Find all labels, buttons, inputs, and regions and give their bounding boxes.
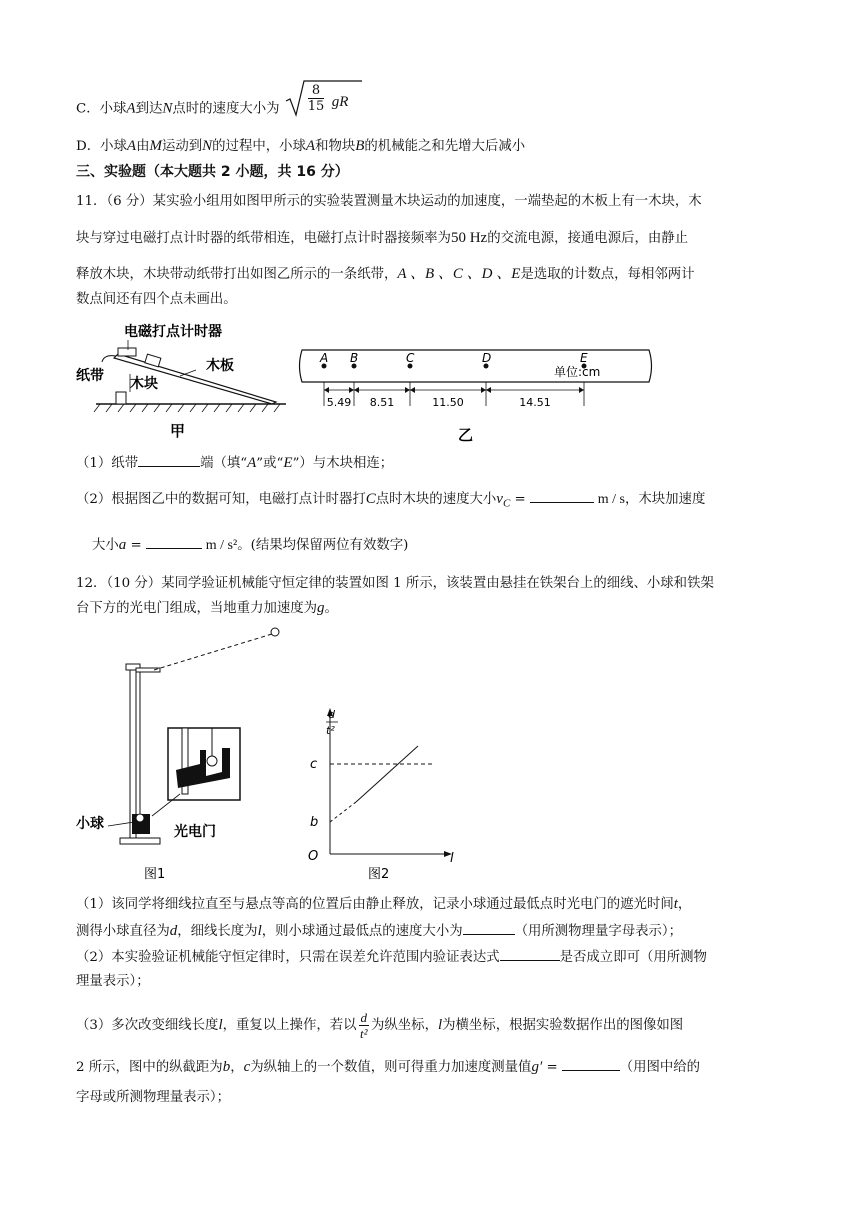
text: 。(结果均保留两位有效数字) xyxy=(237,538,409,553)
figure-2 xyxy=(300,702,480,882)
var-l: l xyxy=(257,923,262,939)
arrowhead xyxy=(405,387,410,393)
answer-blank[interactable] xyxy=(463,920,515,935)
text: 点时的速度大小为 xyxy=(172,101,280,117)
stand-base xyxy=(120,838,160,844)
text: ，细线长度为 xyxy=(177,924,258,939)
caption-fig1: 图1 xyxy=(144,867,166,882)
text: 的过程中，小球 xyxy=(212,139,306,154)
text: 。 xyxy=(324,601,338,616)
q12-line2 xyxy=(76,598,338,619)
text: 2 所示，图中的纵截距为 xyxy=(76,1060,223,1075)
answer-blank[interactable] xyxy=(500,946,560,961)
var-a: a xyxy=(118,537,127,553)
text: 和物块 xyxy=(315,139,356,154)
caption-jia: 甲 xyxy=(170,422,186,438)
var-m: M xyxy=(149,138,162,154)
frac-num: d xyxy=(360,1010,368,1025)
var-gr: gR xyxy=(331,94,349,110)
text: ”或“ xyxy=(256,456,284,471)
answer-blank[interactable] xyxy=(562,1056,620,1071)
tape-point-label: D xyxy=(482,351,492,365)
answer-blank[interactable] xyxy=(146,534,202,549)
label-tape: 纸带 xyxy=(76,368,104,384)
text: 大小 xyxy=(92,538,119,553)
text: 块与穿过电磁打点计时器的纸带相连，电磁打点计时器接频率为 xyxy=(76,231,451,246)
distance-label: 8.51 xyxy=(369,396,395,409)
arrowhead xyxy=(481,387,486,393)
stand-pole xyxy=(130,664,136,838)
frequency: 50 Hz xyxy=(450,230,488,246)
frac-den: t² xyxy=(360,1026,368,1041)
text: 释放木块，木块带动纸带打出如图乙所示的一条纸带， xyxy=(76,267,398,282)
text: 点时木块的速度大小 xyxy=(375,492,497,507)
text: 由 xyxy=(136,139,150,154)
tape-point-label: C xyxy=(406,351,415,365)
data-line xyxy=(356,746,418,802)
text: （用图中给的 xyxy=(619,1060,701,1075)
figure-1 xyxy=(72,624,292,884)
q12-sub2-line1 xyxy=(76,946,707,968)
label-origin: O xyxy=(308,849,319,864)
q12-sub3-line3: 字母或所测物理量表示）； xyxy=(76,1090,230,1105)
q12-sub2-line2: 理量表示）； xyxy=(76,974,150,989)
y-label-den: t² xyxy=(326,724,335,737)
ball-raised xyxy=(271,628,279,636)
var-c: C xyxy=(365,491,376,507)
text: ，则小球通过最低点的速度大小为 xyxy=(261,924,463,939)
text: D．小球 xyxy=(76,139,127,154)
tape-point-label: E xyxy=(580,351,588,365)
q11-sub2 xyxy=(76,488,705,514)
y-label-num: d xyxy=(328,708,335,721)
option-c xyxy=(76,83,364,129)
point-list: A 、B 、C 、D 、E xyxy=(397,266,521,282)
var-a: A xyxy=(247,455,257,471)
arrowhead xyxy=(579,387,584,393)
text: 测得小球直径为 xyxy=(76,924,170,939)
distance-label: 5.49 xyxy=(326,396,352,409)
text: 到达 xyxy=(135,101,163,117)
tape-point-label: A xyxy=(320,351,329,365)
var-b: b xyxy=(222,1059,231,1075)
ball xyxy=(136,814,144,822)
var-n: N xyxy=(202,138,213,154)
caption-yi: 乙 xyxy=(458,426,474,444)
equals: = xyxy=(510,492,526,507)
answer-blank[interactable] xyxy=(138,452,200,467)
var-n: N xyxy=(162,100,173,117)
var-e: E xyxy=(283,455,293,471)
text: C．小球 xyxy=(76,101,127,117)
tape xyxy=(102,356,116,362)
q11-line1: 11．（6 分）某实验小组用如图甲所示的实验装置测量木块运动的加速度，一端垫起的木板上有一木块，木 xyxy=(76,194,702,209)
label-b: b xyxy=(310,815,319,830)
fraction-d-t2 xyxy=(359,1010,370,1041)
text: ， xyxy=(677,897,692,912)
option-d xyxy=(76,136,525,157)
arrowhead xyxy=(324,387,329,393)
q11-sub1 xyxy=(76,452,393,474)
arrowhead xyxy=(410,387,415,393)
text: 为纵轴上的一个数值，则可得重力加速度测量值 xyxy=(250,1060,532,1075)
line-extrapolated xyxy=(330,802,356,822)
var-l: l xyxy=(437,1017,443,1033)
equals: = xyxy=(126,538,142,553)
q11-line2 xyxy=(76,228,688,249)
var-d: d xyxy=(169,923,178,939)
q12-sub1-line1 xyxy=(76,894,691,915)
var-v: v xyxy=(496,491,503,507)
label-block: 木块 xyxy=(130,376,158,392)
text: ，木块加速度 xyxy=(625,492,706,507)
arrowhead xyxy=(486,387,491,393)
label-gate: 光电门 xyxy=(174,824,216,840)
text: （1）该同学将细线拉直至与悬点等高的位置后由静止释放，记录小球通过最低点时光电门的遮光时间 xyxy=(76,897,674,912)
tape-point-label: B xyxy=(350,351,359,365)
fraction xyxy=(308,83,325,114)
figure-yi xyxy=(294,346,654,446)
text: 台下方的光电门组成，当地重力加速度为 xyxy=(76,601,318,616)
var-g: g xyxy=(317,600,325,616)
text: （2）本实验验证机械能守恒定律时，只需在误差允许范围内验证表达式 xyxy=(76,950,500,965)
text: 为纵坐标， xyxy=(371,1018,438,1033)
label-board: 木板 xyxy=(206,358,234,374)
arrowhead xyxy=(354,387,359,393)
q11-sub3 xyxy=(92,534,408,556)
unit: m / s xyxy=(597,492,625,507)
distance-label: 14.51 xyxy=(519,396,551,409)
text: 运动到 xyxy=(161,139,203,154)
unit-label: 单位:cm xyxy=(554,365,601,379)
text: （用所测物理量字母表示）； xyxy=(514,924,682,939)
q11-line3 xyxy=(76,264,695,285)
text: （3）多次改变细线长度 xyxy=(76,1018,219,1033)
text: ”）与木块相连； xyxy=(292,456,394,471)
frac-num: 8 xyxy=(308,83,325,99)
arrowhead xyxy=(349,387,354,393)
q12-line1: 12．（10 分）某同学验证机械能守恒定律的装置如图 1 所示，该装置由悬挂在铁架台上的细线、小球和铁架 xyxy=(76,576,714,591)
figure-jia xyxy=(76,318,296,438)
stand-arm xyxy=(136,668,160,672)
support-block xyxy=(116,392,126,404)
var-a: A xyxy=(126,138,137,154)
var-c: c xyxy=(243,1059,251,1075)
var-a: A xyxy=(126,100,136,117)
var-t: t xyxy=(673,896,678,912)
text: ，重复以上操作，若以 xyxy=(222,1018,357,1033)
string-raised xyxy=(154,634,272,670)
frac-den: 15 xyxy=(307,99,325,114)
distance-label: 11.50 xyxy=(432,396,464,409)
var-g-prime: g′ xyxy=(531,1059,543,1075)
var-v-sub: C xyxy=(502,497,511,510)
text: 端（填“ xyxy=(200,456,248,471)
equals: = xyxy=(542,1060,558,1075)
q12-sub1-line2 xyxy=(76,920,682,942)
q11-line4: 数点间还有四个点未画出。 xyxy=(76,292,237,307)
var-b: B xyxy=(355,138,365,154)
var-a: A xyxy=(305,138,316,154)
label-ball: 小球 xyxy=(76,816,104,832)
text: （1）纸带 xyxy=(76,456,139,471)
q12-sub3-line1 xyxy=(76,1010,683,1050)
answer-blank[interactable] xyxy=(530,488,594,503)
section-heading: 三、实验题（本大题共 2 小题，共 16 分） xyxy=(76,164,349,180)
text: （2）根据图乙中的数据可知，电磁打点计时器打 xyxy=(76,492,366,507)
var-l: l xyxy=(218,1017,223,1033)
label-l: l xyxy=(450,851,454,866)
label-timer: 电磁打点计时器 xyxy=(124,324,222,340)
label-c: c xyxy=(310,757,318,772)
q12-sub3-line2 xyxy=(76,1056,700,1078)
text: 的机械能之和先增大后减小 xyxy=(364,139,526,154)
text: 是选取的计数点，每相邻两计 xyxy=(520,267,695,282)
text: 的交流电源，接通电源后，由静止 xyxy=(487,231,689,246)
unit: m / s² xyxy=(205,538,238,553)
text: 为横坐标，根据实验数据作出的图像如图 xyxy=(442,1018,684,1033)
timer xyxy=(118,348,136,356)
text: 是否成立即可（用所测物 xyxy=(559,950,707,965)
sqrt-expression xyxy=(284,83,364,129)
text: ， xyxy=(230,1060,244,1075)
caption-fig2: 图2 xyxy=(368,867,390,882)
